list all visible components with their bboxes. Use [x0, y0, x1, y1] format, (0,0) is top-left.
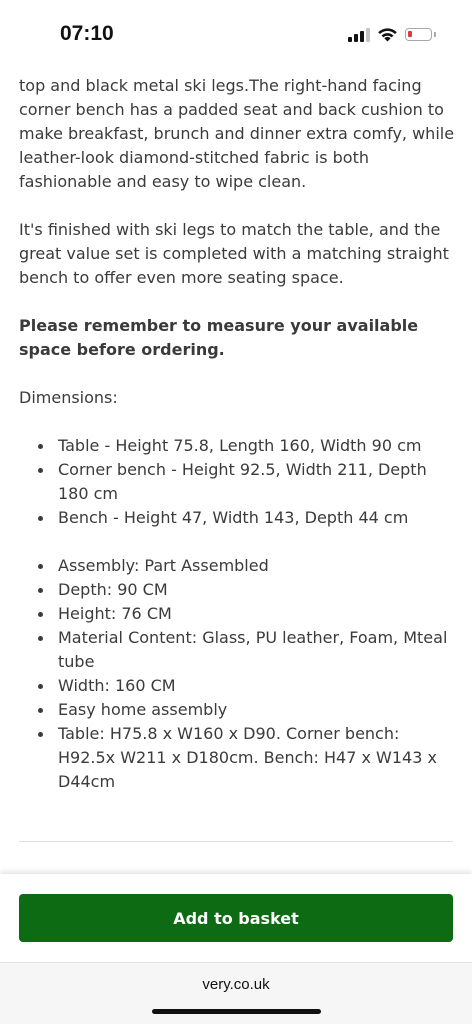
url-text[interactable]: very.co.uk: [202, 976, 270, 993]
list-item: Easy home assembly: [58, 698, 455, 722]
sticky-footer: [0, 874, 472, 962]
list-item: Depth: 90 CM: [58, 578, 455, 602]
dimensions-heading: Dimensions:: [19, 388, 118, 407]
cellular-signal-icon: [348, 28, 370, 42]
status-icons: [348, 27, 432, 42]
list-item: Width: 160 CM: [58, 674, 455, 698]
status-bar: [0, 0, 472, 72]
list-item: Material Content: Glass, PU leather, Foam, Mteal tube: [58, 626, 455, 674]
battery-low-icon: [405, 28, 432, 41]
list-item: Table - Height 75.8, Length 160, Width 90 cm: [58, 434, 455, 458]
add-to-basket-button[interactable]: Add to basket: [19, 894, 453, 942]
product-description: [19, 74, 455, 818]
status-time: 07:10: [60, 22, 114, 45]
content-divider: [19, 841, 453, 842]
specs-list: [19, 554, 455, 794]
list-item: Assembly: Part Assembled: [58, 554, 455, 578]
list-item: Bench - Height 47, Width 143, Depth 44 cm: [58, 506, 455, 530]
list-item: Table: H75.8 x W160 x D90. Corner bench: H92.5x W211 x D180cm. Bench: H47 x W143 x D44cm: [58, 722, 455, 794]
measure-notice: Please remember to measure your available space before ordering.: [19, 316, 419, 359]
dimensions-list: [19, 434, 455, 530]
home-indicator[interactable]: [152, 1009, 321, 1014]
description-paragraph: It's finished with ski legs to match the table, and the great value set is completed with a matching straight bench to offer even more seating space.: [19, 220, 449, 287]
list-item: Height: 76 CM: [58, 602, 455, 626]
browser-address-bar[interactable]: [0, 962, 472, 1024]
list-item: Corner bench - Height 92.5, Width 211, Depth 180 cm: [58, 458, 455, 506]
description-paragraph: top and black metal ski legs.The right-hand facing corner bench has a padded seat and back cushion to make breakfast, brunch and dinner extra comfy, while leather-look diamond-stitched fabric is both fashionable and easy to wipe clean.: [19, 76, 455, 191]
wifi-icon: [377, 27, 398, 42]
